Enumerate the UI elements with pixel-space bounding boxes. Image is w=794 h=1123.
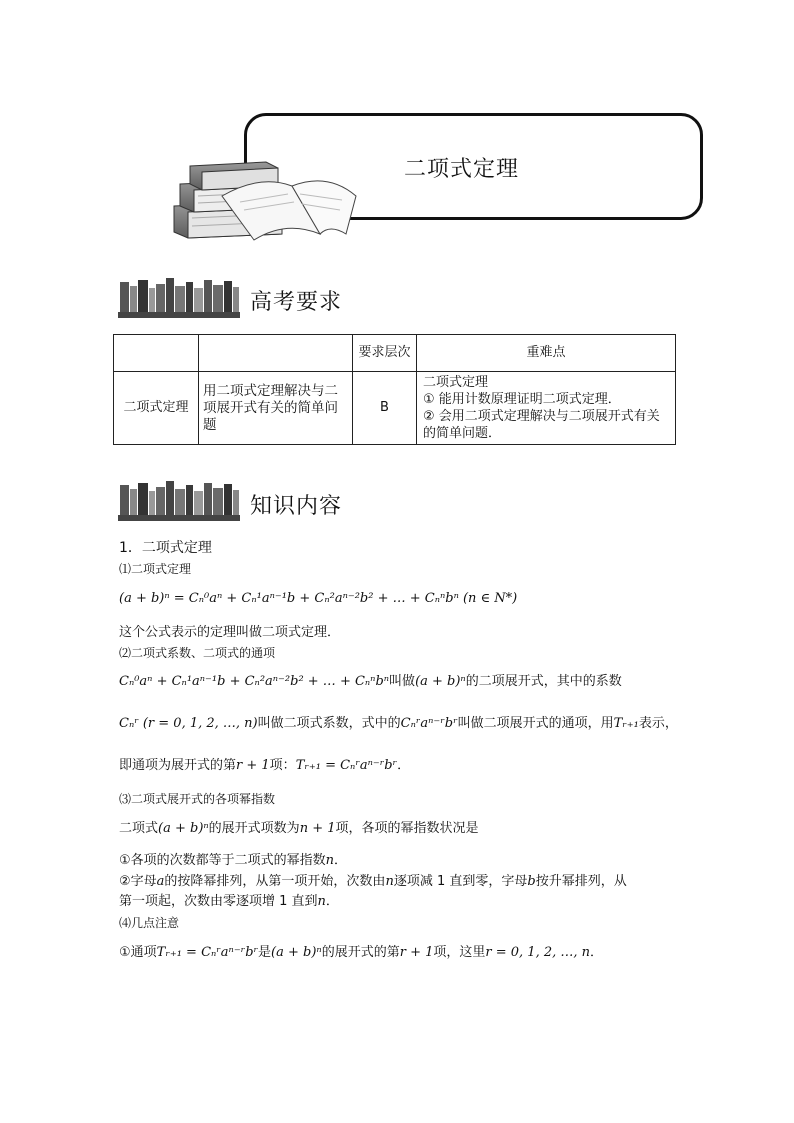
formula-general-term-full: Tᵣ₊₁ = Cₙʳaⁿ⁻ʳbʳ [295, 758, 398, 773]
table-cell-level: B [353, 372, 417, 445]
text-fragment: 按升幂排列，从 [535, 874, 627, 889]
formula-n: n [325, 853, 335, 868]
table-cell-empty [199, 335, 353, 372]
subheading-exponents: ⑶二项式展开式的各项幂指数 [119, 792, 276, 806]
formula-n: n [385, 874, 394, 889]
table-cell-focus [417, 372, 676, 445]
text-fragment: 的展开式的第 [321, 945, 400, 960]
formula-general-term-full: Tᵣ₊₁ = Cₙʳaⁿ⁻ʳbʳ [156, 945, 259, 960]
page-title: 二项式定理 [404, 157, 520, 182]
text-fragment: 项，各项的幂指数状况是 [335, 821, 479, 836]
paragraph-general-term [119, 715, 678, 733]
formula-general-term: Cₙʳaⁿ⁻ʳbʳ [400, 716, 458, 731]
focus-item-1: ① 能用计数原理证明二项式定理． [423, 392, 621, 407]
text-fragment: 第一项起，次数由零逐项增 1 直到 [119, 894, 318, 909]
content-heading-1: 1．二项式定理 [119, 540, 212, 556]
table-header-row [114, 335, 676, 372]
subheading-notes: ⑷几点注意 [119, 916, 180, 930]
section-heading-knowledge: 知识内容 [250, 494, 343, 519]
formula-b: b [527, 874, 536, 889]
text-fragment: ． [590, 945, 604, 960]
table-cell-topic: 二项式定理 [114, 372, 199, 445]
text-fragment: ． [334, 853, 348, 868]
text-fragment: 二项式 [119, 821, 159, 836]
text-fragment: ①各项的次数都等于二项式的幂指数 [119, 853, 326, 868]
formula-n-plus-one: n + 1 [299, 821, 336, 836]
text-fragment: 叫做 [389, 674, 416, 689]
text-fragment: 的按降幂排列，从第一项开始，次数由 [164, 874, 386, 889]
paragraph-term-count [119, 820, 479, 838]
formula-t-symbol: Tᵣ₊₁ [613, 716, 639, 731]
focus-item-2: ② 会用二项式定理解决与二项展开式有关的简单问题． [423, 409, 660, 441]
focus-title: 二项式定理 [423, 375, 489, 390]
bookshelf-icon [118, 479, 240, 521]
note-item-1 [119, 944, 603, 962]
requirements-table [113, 334, 676, 445]
section-heading-requirements: 高考要求 [250, 290, 343, 315]
table-header-focus: 重难点 [417, 335, 676, 372]
formula-n: n [317, 894, 326, 909]
formula-expansion: Cₙ⁰aⁿ + Cₙ¹aⁿ⁻¹b + Cₙ²aⁿ⁻²b² + … + Cₙⁿbⁿ [119, 674, 390, 689]
formula-r-plus-one: r + 1 [236, 758, 270, 773]
formula-a: a [156, 874, 165, 889]
text-fragment: 叫做二项式系数，式中的 [257, 716, 401, 731]
subheading-theorem: ⑴二项式定理 [119, 562, 192, 576]
text-fragment: ①通项 [119, 945, 157, 960]
subheading-coefficients: ⑵二项式系数、二项式的通项 [119, 646, 276, 660]
list-item-2 [119, 873, 627, 891]
books-illustration [170, 156, 370, 242]
paragraph-expansion [119, 673, 622, 691]
list-item-1 [119, 852, 347, 870]
text-fragment: ②字母 [119, 874, 157, 889]
text-fragment: ． [397, 758, 411, 773]
text-fragment: ． [325, 894, 339, 909]
list-item-2-continued [119, 893, 339, 911]
formula-binomial-theorem: (a + b)ⁿ = Cₙ⁰aⁿ + Cₙ¹aⁿ⁻¹b + Cₙ²aⁿ⁻²b² + … + Cₙⁿbⁿ (n ∈ N*) [119, 591, 518, 606]
table-cell-description: 用二项式定理解决与二项展开式有关的简单问题 [199, 372, 353, 445]
table-header-level: 要求层次 [353, 335, 417, 372]
table-cell-empty [114, 335, 199, 372]
formula-r-plus-one: r + 1 [399, 945, 434, 960]
formula-coefficient: Cₙʳ (r = 0, 1, 2, …, n) [119, 716, 258, 731]
text-fragment: 即通项为展开式的第 [119, 758, 237, 773]
formula-r-range: r = 0, 1, 2, …, n [485, 945, 591, 960]
formula-binomial: (a + b)ⁿ [415, 674, 466, 689]
paragraph-theorem: 这个公式表示的定理叫做二项式定理． [119, 625, 341, 640]
text-fragment: 项，这里 [433, 945, 486, 960]
text-fragment: 是 [258, 945, 272, 960]
text-fragment: 叫做二项展开式的通项，用 [457, 716, 614, 731]
text-fragment: 的展开式项数为 [208, 821, 300, 836]
paragraph-term-index [119, 757, 410, 775]
text-fragment: 的二项展开式，其中的系数 [465, 674, 622, 689]
text-fragment: 项： [269, 758, 296, 773]
formula-binomial: (a + b)ⁿ [271, 945, 322, 960]
bookshelf-icon [118, 276, 240, 318]
text-fragment: 表示， [638, 716, 678, 731]
formula-binomial: (a + b)ⁿ [158, 821, 209, 836]
table-row [114, 372, 676, 445]
text-fragment: 逐项减 1 直到零，字母 [393, 874, 528, 889]
